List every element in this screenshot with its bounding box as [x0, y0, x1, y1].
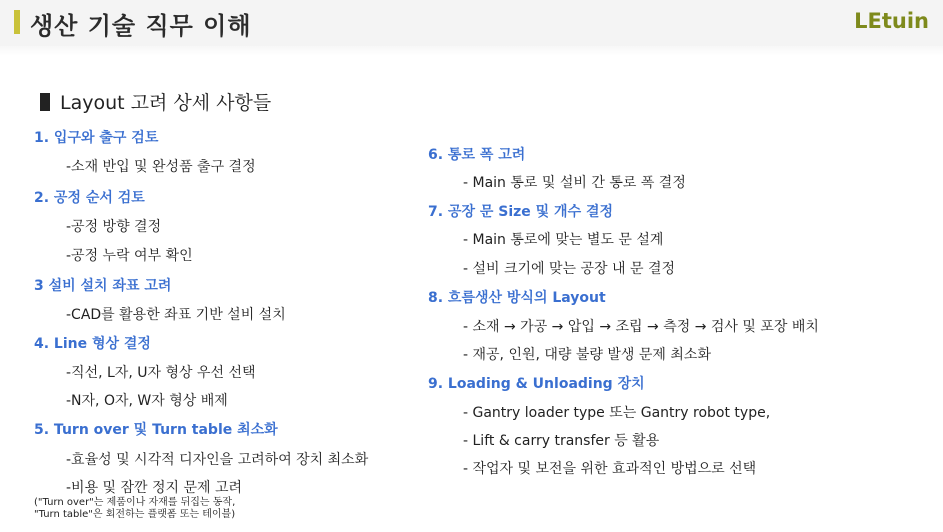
section-5-item-1: -효율성 및 시각적 디자인을 고려하여 장치 최소화	[66, 452, 369, 468]
section-title-2: 2. 공정 순서 검토	[34, 190, 145, 206]
section-9-item-1: - Gantry loader type 또는 Gantry robot type,	[463, 405, 771, 421]
section-8-item-1: - 소재 → 가공 → 압입 → 조립 → 측정 → 검사 및 포장 배치	[463, 319, 819, 335]
section-title-6: 6. 통로 폭 고려	[428, 147, 526, 163]
section-8-item-2: - 재공, 인원, 대량 불량 발생 문제 최소화	[463, 347, 711, 363]
section-title-8: 8. 흐름생산 방식의 Layout	[428, 290, 606, 306]
section-title-3: 3 설비 설치 좌표 고려	[34, 278, 172, 294]
section-7-item-1: - Main 통로에 맞는 별도 문 설계	[463, 232, 664, 248]
section-6-item-1: - Main 통로 및 설비 간 통로 폭 결정	[463, 175, 686, 191]
section-5-item-2: -비용 및 잠깐 정지 문제 고려	[66, 480, 243, 496]
section-title-4: 4. Line 형상 결정	[34, 336, 151, 352]
section-9-item-2: - Lift & carry transfer 등 활용	[463, 433, 660, 449]
letuin-logo: LEtuin	[854, 9, 929, 33]
section-title-9: 9. Loading & Unloading 장치	[428, 376, 645, 392]
header-shadow	[0, 46, 943, 56]
section-heading-text: Layout 고려 상세 사항들	[60, 92, 272, 114]
section-title-1: 1. 입구와 출구 검토	[34, 130, 159, 146]
section-title-7: 7. 공장 문 Size 및 개수 결정	[428, 204, 614, 220]
footnote-line-1: ("Turn over"는 제품이나 자재를 뒤집는 동작,	[34, 497, 236, 508]
section-heading	[40, 88, 271, 115]
footnote-line-2: "Turn table"은 회전하는 플랫폼 또는 테이블)	[34, 509, 236, 520]
header-bar	[0, 0, 943, 47]
section-7-item-2: - 설비 크기에 맞는 공장 내 문 결정	[463, 261, 676, 277]
section-title-5: 5. Turn over 및 Turn table 최소화	[34, 422, 278, 438]
section-2-item-1: -공정 방향 결정	[66, 219, 162, 235]
section-4-item-2: -N자, O자, W자 형상 배제	[66, 393, 228, 409]
section-9-item-3: - 작업자 및 보전을 위한 효과적인 방법으로 선택	[463, 461, 757, 477]
page-title: 생산 기술 직무 이해	[30, 12, 252, 40]
square-bullet-icon	[40, 93, 50, 111]
title-accent-bar	[14, 10, 20, 34]
section-3-item-1: -CAD를 활용한 좌표 기반 설비 설치	[66, 307, 286, 323]
section-1-item-1: -소재 반입 및 완성품 출구 결정	[66, 159, 256, 175]
section-4-item-1: -직선, L자, U자 형상 우선 선택	[66, 365, 256, 381]
section-2-item-2: -공정 누락 여부 확인	[66, 248, 193, 264]
